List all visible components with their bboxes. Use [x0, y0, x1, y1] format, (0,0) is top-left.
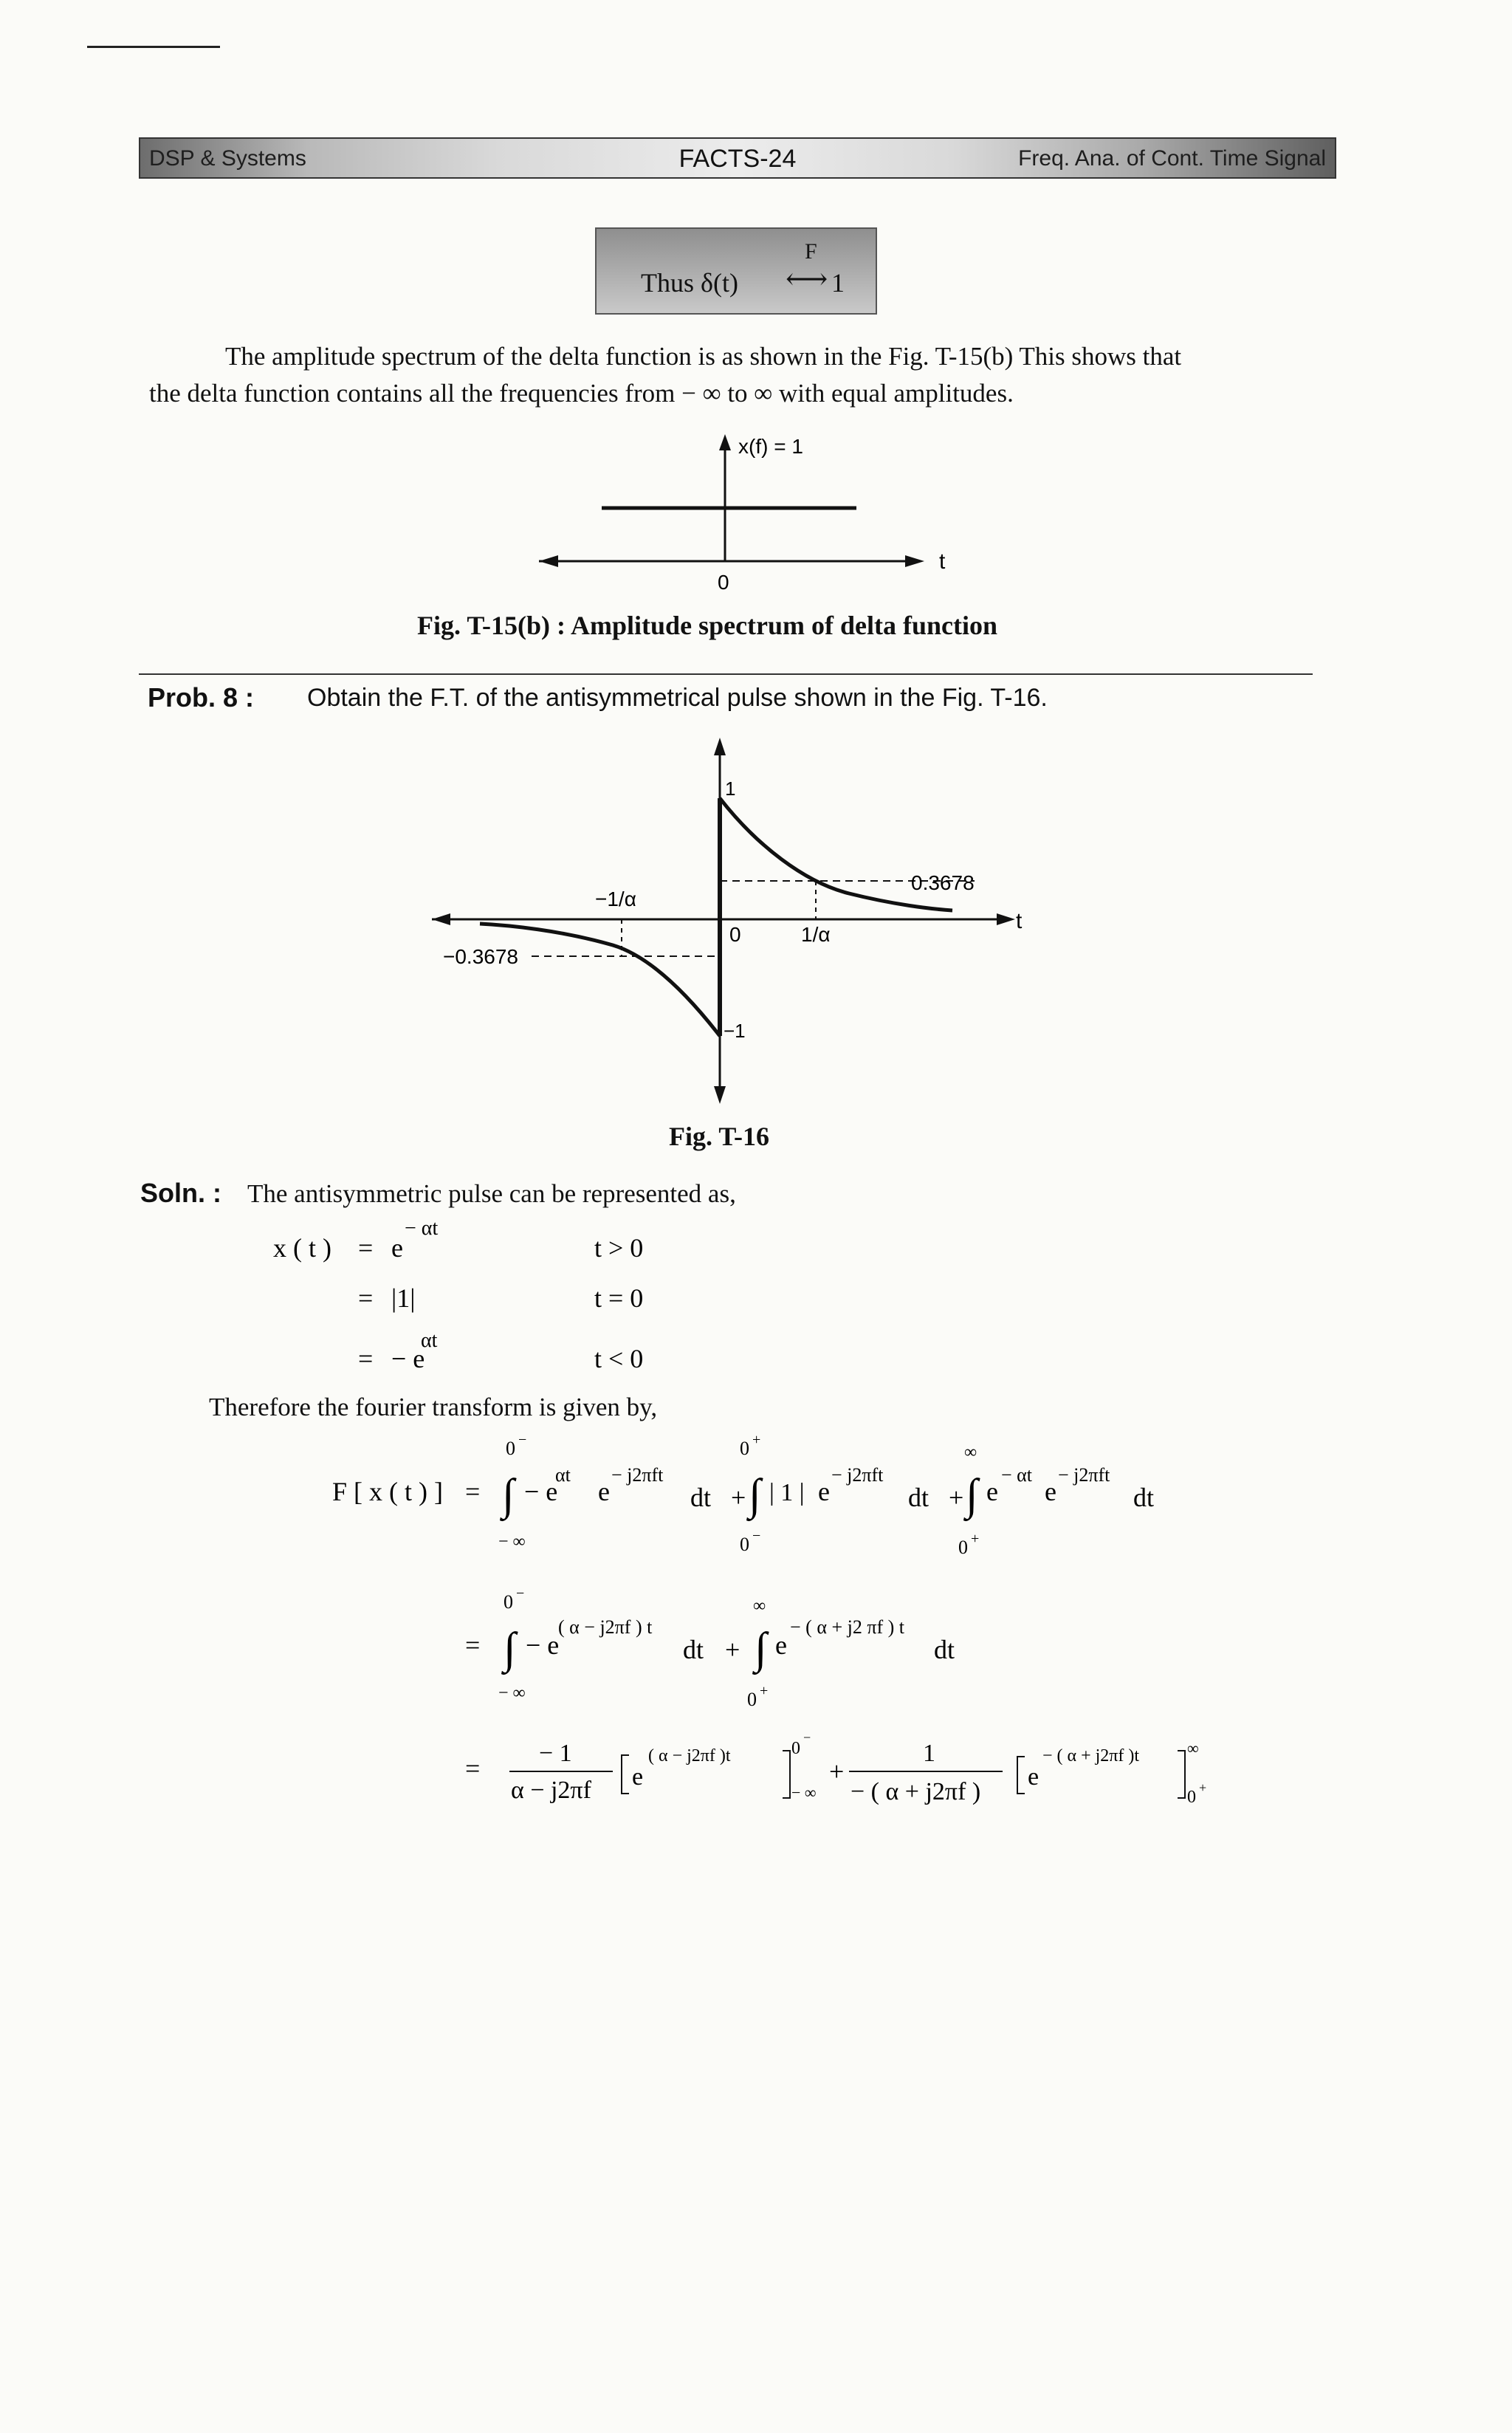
- dt-3: dt: [1133, 1483, 1155, 1512]
- ft-line-1: [325, 1432, 1248, 1565]
- top-rule: [87, 46, 220, 48]
- int3-upper: ∞: [964, 1443, 977, 1462]
- fig16-label-pos-value: 0.3678: [911, 871, 975, 894]
- term3-exp: − αt: [1001, 1464, 1033, 1486]
- y-axis-down-arrow: [714, 1086, 726, 1104]
- fig15-origin-label: 0: [718, 571, 729, 594]
- eq-sign-3: =: [358, 1344, 374, 1373]
- integral-sign-3: ∫: [966, 1470, 978, 1519]
- l3-right-bracket-1: [783, 1751, 790, 1798]
- eq-sign-2: =: [358, 1283, 374, 1313]
- fig16-label-top: 1: [725, 778, 736, 800]
- solution-label: Soln. :: [140, 1178, 221, 1208]
- x-axis-left-arrow: [432, 913, 450, 925]
- l3-left-bracket-1: [622, 1755, 629, 1794]
- int2-upper: 0: [740, 1438, 749, 1459]
- fig16-x-label: t: [1016, 909, 1023, 933]
- piecewise-definition: [266, 1211, 709, 1388]
- l3-limit1-upper: 0: [791, 1739, 800, 1758]
- term3-base: e: [986, 1477, 998, 1506]
- header-page-id: FACTS-24: [678, 145, 797, 173]
- kernel3-e: e: [1045, 1477, 1056, 1506]
- case1-exp: − αt: [405, 1217, 439, 1240]
- negative-decay-curve: [480, 924, 720, 1036]
- l3-den2: − ( α + j2πf ): [850, 1778, 981, 1805]
- plus-2: +: [949, 1483, 964, 1512]
- fig15-x-label: t: [939, 549, 946, 574]
- ft-eq: =: [465, 1477, 481, 1506]
- l3-limit2-lower-sup: +: [1199, 1780, 1207, 1795]
- case3-base: − e: [391, 1344, 425, 1373]
- boxed-result-operator: F: [805, 239, 817, 264]
- l3-exp2: − ( α + j2πf )t: [1042, 1746, 1140, 1765]
- x-axis-left-arrow: [539, 555, 558, 567]
- fig16-label-bottom: −1: [724, 1020, 746, 1042]
- case1-base: e: [391, 1233, 403, 1263]
- l3-num2: 1: [923, 1740, 935, 1767]
- l2-term2-exp: − ( α + j2 πf ) t: [790, 1616, 904, 1638]
- int2-lower: 0: [740, 1534, 749, 1555]
- fig15-y-label: x(f) = 1: [738, 435, 803, 458]
- fig16-label-neg-alpha: −1/α: [595, 888, 636, 910]
- l2-int2-lower-sup: +: [760, 1683, 769, 1699]
- l3-den1: α − j2πf: [511, 1777, 591, 1804]
- header-left-text: DSP & Systems: [149, 146, 306, 171]
- l2-int1-upper: 0: [504, 1591, 513, 1613]
- boxed-result-rhs: 1: [831, 268, 845, 298]
- kernel3-exp: − j2πft: [1058, 1464, 1110, 1486]
- ft-line-3: [458, 1724, 1270, 1828]
- l2-integral-1: ∫: [504, 1624, 516, 1672]
- therefore-text: Therefore the fourier transform is given by,: [209, 1393, 658, 1421]
- case3-cond: t < 0: [594, 1344, 644, 1373]
- fig16-label-neg-value: −0.3678: [443, 945, 518, 968]
- term1-exp: αt: [555, 1464, 571, 1486]
- l3-eq: =: [465, 1754, 481, 1783]
- case2-val: |1|: [391, 1283, 416, 1313]
- eq-sign-1: =: [358, 1233, 374, 1263]
- header-right-text: Freq. Ana. of Cont. Time Signal: [1018, 146, 1326, 171]
- page-header: [139, 137, 1336, 179]
- ft-lhs: F [ x ( t ) ]: [332, 1477, 443, 1506]
- l3-e2: e: [1028, 1763, 1040, 1791]
- l2-plus: +: [725, 1635, 740, 1664]
- term2-coeff: | 1 |: [769, 1479, 805, 1506]
- case2-cond: t = 0: [594, 1283, 644, 1313]
- case3-exp: αt: [421, 1329, 438, 1352]
- kernel2-exp: − j2πft: [831, 1464, 884, 1486]
- l2-int2-lower: 0: [747, 1689, 757, 1710]
- l2-int2-upper: ∞: [753, 1596, 766, 1616]
- problem-text: Obtain the F.T. of the antisymmetrical pulse shown in the Fig. T-16.: [307, 684, 1048, 712]
- l3-left-bracket-2: [1017, 1757, 1025, 1794]
- l3-limit2-lower: 0: [1187, 1788, 1196, 1807]
- x-of-t: x ( t ): [273, 1233, 331, 1263]
- paragraph-line-2: the delta function contains all the frequencies from − ∞ to ∞ with equal amplitudes.: [149, 379, 1014, 408]
- y-axis-arrow: [719, 434, 731, 450]
- l2-eq: =: [465, 1630, 481, 1660]
- fig16-label-pos-alpha: 1/α: [801, 923, 831, 946]
- int2-lower-sup: −: [752, 1528, 761, 1544]
- boxed-result: [595, 227, 877, 315]
- int3-lower-sup: +: [971, 1531, 980, 1547]
- int1-lower: − ∞: [498, 1532, 526, 1551]
- l3-e1: e: [632, 1763, 644, 1791]
- int1-upper-sup: −: [518, 1432, 527, 1448]
- case1-cond: t > 0: [594, 1233, 644, 1263]
- kernel2-e: e: [818, 1477, 830, 1506]
- l3-plus: +: [829, 1757, 845, 1786]
- l2-term1-exp: ( α − j2πf ) t: [558, 1616, 653, 1638]
- solution-intro: The antisymmetric pulse can be represented as,: [247, 1179, 736, 1208]
- l2-term1-base: − e: [526, 1630, 560, 1660]
- fig-16-caption: Fig. T-16: [669, 1122, 770, 1151]
- dt-1: dt: [690, 1483, 712, 1512]
- l3-limit2-upper: ∞: [1187, 1739, 1199, 1757]
- boxed-result-text: Thus δ(t): [641, 268, 738, 298]
- fig16-label-origin: 0: [729, 923, 741, 946]
- l2-int1-upper-sup: −: [516, 1588, 525, 1602]
- int1-upper: 0: [506, 1438, 515, 1459]
- l2-int1-lower: − ∞: [498, 1684, 526, 1703]
- x-axis-right-arrow: [905, 555, 924, 567]
- fig-15b-caption: Fig. T-15(b) : Amplitude spectrum of delta function: [417, 611, 998, 640]
- l3-num1: − 1: [539, 1740, 572, 1767]
- y-axis-up-arrow: [714, 738, 726, 755]
- kernel1-exp: − j2πft: [611, 1464, 664, 1486]
- plus-1: +: [731, 1483, 746, 1512]
- term1-base: − e: [524, 1477, 558, 1506]
- l2-integral-2: ∫: [755, 1624, 767, 1672]
- l2-dt-2: dt: [934, 1635, 955, 1664]
- x-axis-right-arrow: [997, 913, 1015, 925]
- fig-15b-plot: [517, 428, 975, 598]
- l3-limit1-lower: − ∞: [791, 1783, 817, 1802]
- dt-2: dt: [908, 1483, 929, 1512]
- integral-sign-2: ∫: [749, 1470, 761, 1519]
- double-arrow-icon: ⟷: [786, 262, 828, 295]
- l3-right-bracket-2: [1178, 1751, 1185, 1798]
- l3-limit1-upper-sup: −: [803, 1730, 811, 1745]
- problem-label: Prob. 8 :: [148, 682, 255, 713]
- kernel1-e: e: [598, 1477, 610, 1506]
- fig-16-plot: [421, 735, 1056, 1108]
- section-separator: [139, 673, 1313, 675]
- l2-term2-base: e: [775, 1630, 787, 1660]
- l3-exp1: ( α − j2πf )t: [648, 1746, 731, 1765]
- paragraph-line-1: The amplitude spectrum of the delta function is as shown in the Fig. T-15(b) This shows that: [225, 342, 1182, 371]
- l2-dt-1: dt: [683, 1635, 704, 1664]
- int3-lower: 0: [958, 1537, 968, 1558]
- int2-upper-sup: +: [752, 1432, 761, 1448]
- integral-sign-1: ∫: [502, 1470, 515, 1519]
- ft-line-2: [458, 1588, 1048, 1713]
